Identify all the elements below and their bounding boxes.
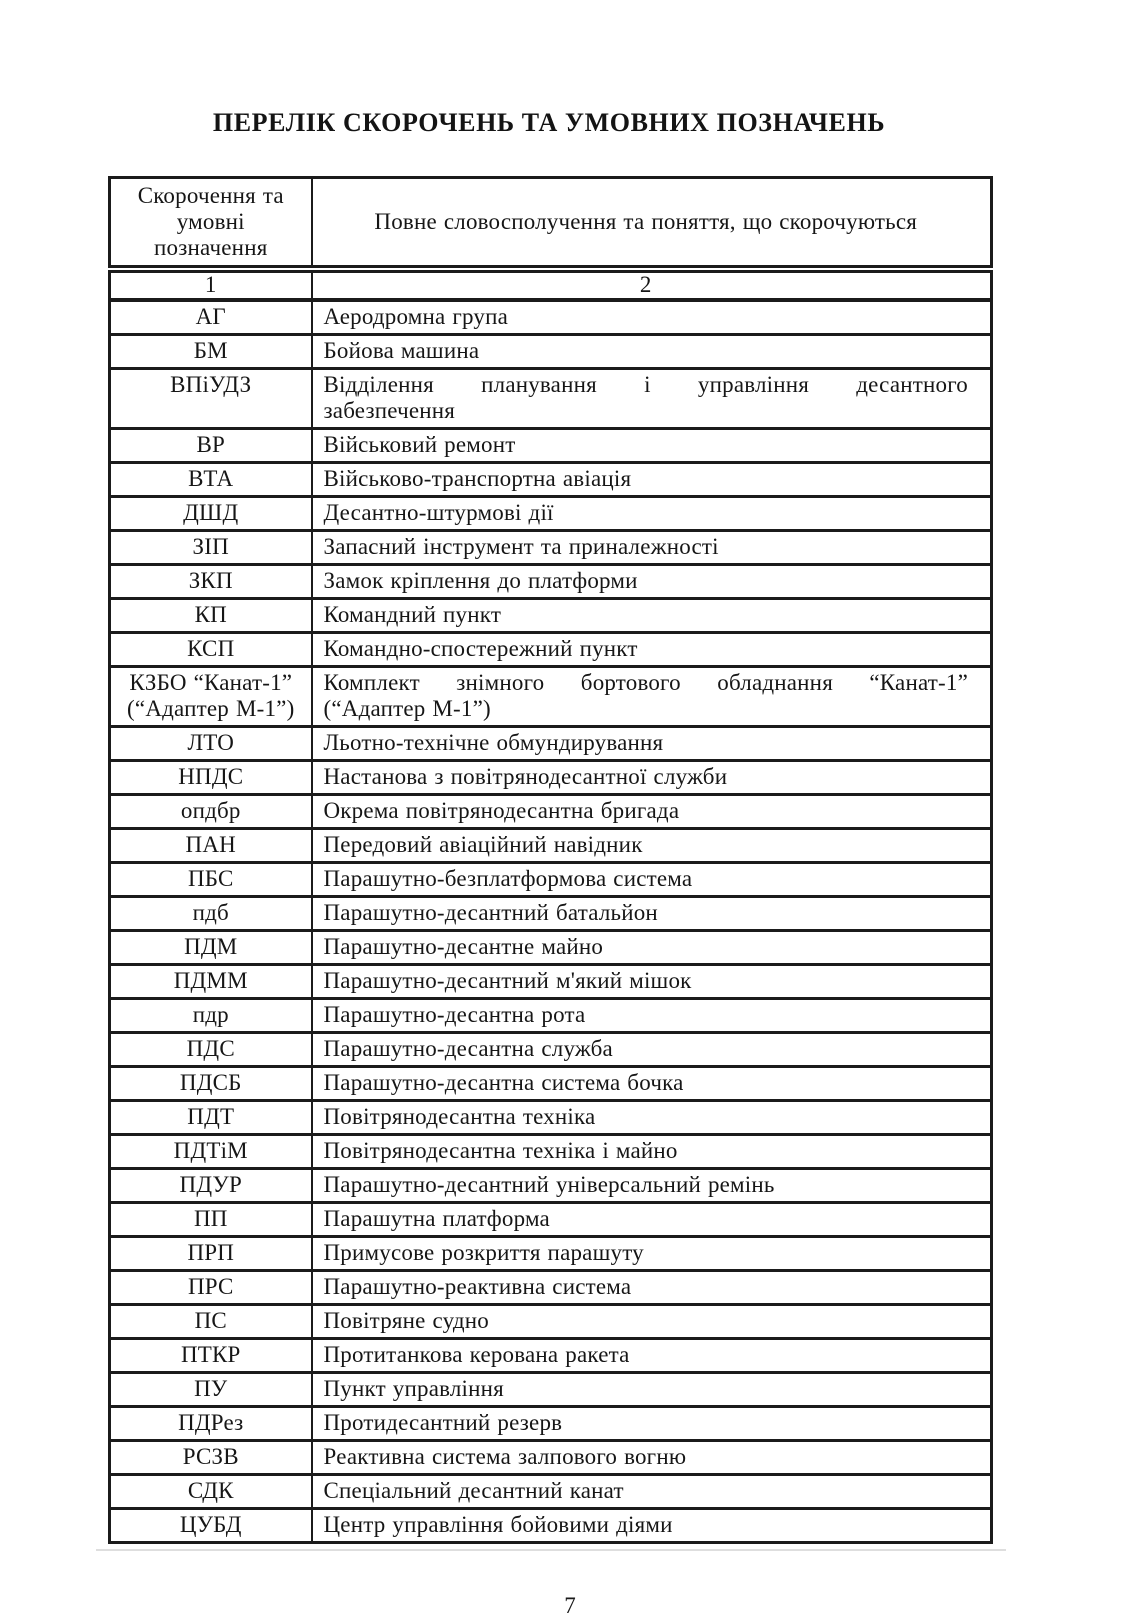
abbr-cell-line: (“Адаптер М-1”): [127, 696, 295, 721]
table-row: [110, 829, 992, 863]
full-cell: Парашутно-десантна рота: [312, 999, 992, 1033]
table-row: [110, 863, 992, 897]
abbr-cell: ЗКП: [110, 565, 312, 599]
header-abbr-column: [110, 178, 312, 270]
header-abbr-line: позначення: [154, 235, 268, 260]
page-title: ПЕРЕЛІК СКОРОЧЕНЬ ТА УМОВНИХ ПОЗНАЧЕНЬ: [212, 108, 886, 137]
full-cell: Спеціальний десантний канат: [312, 1475, 992, 1509]
table-row: [110, 761, 992, 795]
abbr-cell: ПДРез: [110, 1407, 312, 1441]
header-abbr-line: Скорочення та: [137, 183, 284, 208]
table-row: [110, 463, 992, 497]
abbr-cell: ПДМ: [110, 931, 312, 965]
full-cell: Льотно-технічне обмундирування: [312, 727, 992, 761]
table-row: [110, 795, 992, 829]
abbr-cell: ВР: [110, 429, 312, 463]
full-cell: Замок кріплення до платформи: [312, 565, 992, 599]
abbr-cell: БМ: [110, 335, 312, 369]
full-cell: Парашутна платформа: [312, 1203, 992, 1237]
abbr-cell: КП: [110, 599, 312, 633]
header-abbr-line: умовні: [176, 209, 245, 234]
full-cell: Десантно-штурмові дії: [312, 497, 992, 531]
full-cell: Повітрянодесантна техніка і майно: [312, 1135, 992, 1169]
abbr-cell: ПАН: [110, 829, 312, 863]
abbr-cell: ПРП: [110, 1237, 312, 1271]
table-row: [110, 965, 992, 999]
full-cell: Протитанкова керована ракета: [312, 1339, 992, 1373]
table-row: [110, 1135, 992, 1169]
scan-shadow-line: [96, 1549, 1006, 1551]
header-full-column: Повне словосполучення та поняття, що скорочуються: [312, 178, 992, 270]
abbr-cell: СДК: [110, 1475, 312, 1509]
full-cell: Парашутно-десантний м'який мішок: [312, 965, 992, 999]
table-row: [110, 633, 992, 667]
full-cell: Парашутно-реактивна система: [312, 1271, 992, 1305]
table-row: [110, 999, 992, 1033]
abbr-cell: опдбр: [110, 795, 312, 829]
abbr-cell: РСЗВ: [110, 1441, 312, 1475]
full-cell: [312, 667, 992, 727]
table-row: [110, 1305, 992, 1339]
full-cell-line: забезпечення: [323, 398, 456, 423]
full-cell: Реактивна система залпового вогню: [312, 1441, 992, 1475]
full-cell: Аеродромна група: [312, 300, 992, 335]
full-cell-line: Відділення планування і управління десантного: [323, 372, 968, 397]
full-cell: Парашутно-безплатформова система: [312, 863, 992, 897]
column-number-row: [110, 269, 992, 300]
abbr-cell: пдр: [110, 999, 312, 1033]
abbr-cell-line: КЗБО “Канат-1”: [129, 670, 293, 695]
table-row: [110, 1271, 992, 1305]
table-row: [110, 1509, 992, 1543]
full-cell: Протидесантний резерв: [312, 1407, 992, 1441]
table-row: [110, 1407, 992, 1441]
abbr-cell: ПБС: [110, 863, 312, 897]
full-cell: Командний пункт: [312, 599, 992, 633]
table-row: [110, 667, 992, 727]
abbr-cell: ПДСБ: [110, 1067, 312, 1101]
table-row: [110, 1339, 992, 1373]
full-cell: Пункт управління: [312, 1373, 992, 1407]
table-body: [110, 300, 992, 1543]
table-row: [110, 1067, 992, 1101]
table-row: [110, 727, 992, 761]
table-row: [110, 429, 992, 463]
full-cell-line: Комплект знімного бортового обладнання “Канат-1”: [323, 670, 968, 695]
abbr-cell: ПП: [110, 1203, 312, 1237]
abbr-cell: ПДТіМ: [110, 1135, 312, 1169]
table-row: [110, 1033, 992, 1067]
table-row: [110, 1373, 992, 1407]
full-cell: Повітряне судно: [312, 1305, 992, 1339]
table-row: [110, 599, 992, 633]
full-cell: Передовий авіаційний навідник: [312, 829, 992, 863]
full-cell: [312, 369, 992, 429]
abbr-cell: АГ: [110, 300, 312, 335]
abbr-cell: ПДММ: [110, 965, 312, 999]
abbr-cell: ДШД: [110, 497, 312, 531]
full-cell: Бойова машина: [312, 335, 992, 369]
table-row: [110, 531, 992, 565]
full-cell: Військовий ремонт: [312, 429, 992, 463]
abbr-cell: КСП: [110, 633, 312, 667]
full-cell: Центр управління бойовими діями: [312, 1509, 992, 1543]
abbr-cell: ЗІП: [110, 531, 312, 565]
table-row: [110, 1101, 992, 1135]
table-row: [110, 565, 992, 599]
table-row: [110, 300, 992, 335]
table-row: [110, 1169, 992, 1203]
abbr-cell: ВТА: [110, 463, 312, 497]
full-cell: Окрема повітрянодесантна бригада: [312, 795, 992, 829]
abbr-cell: ПДТ: [110, 1101, 312, 1135]
abbr-cell: ПС: [110, 1305, 312, 1339]
table-row: [110, 1237, 992, 1271]
abbr-cell: НПДС: [110, 761, 312, 795]
abbr-cell: ПДУР: [110, 1169, 312, 1203]
table-row: [110, 1203, 992, 1237]
abbr-cell: ПТКР: [110, 1339, 312, 1373]
abbr-cell: ЦУБД: [110, 1509, 312, 1543]
document-page: [108, 0, 990, 1619]
abbr-cell: ЛТО: [110, 727, 312, 761]
abbr-cell: пдб: [110, 897, 312, 931]
table-row: [110, 931, 992, 965]
abbr-cell: [110, 667, 312, 727]
full-cell: Командно-спостережний пункт: [312, 633, 992, 667]
table-row: [110, 369, 992, 429]
table-header-row: [110, 178, 992, 270]
column-number-cell: 2: [312, 269, 992, 300]
abbreviations-table: [108, 176, 993, 1544]
abbr-cell: ПДС: [110, 1033, 312, 1067]
full-cell: Військово-транспортна авіація: [312, 463, 992, 497]
full-cell: Парашутно-десантне майно: [312, 931, 992, 965]
full-cell: Примусове розкриття парашуту: [312, 1237, 992, 1271]
page-number: 7: [564, 1593, 576, 1618]
full-cell: Запасний інструмент та приналежності: [312, 531, 992, 565]
full-cell: Настанова з повітрянодесантної служби: [312, 761, 992, 795]
full-cell: Парашутно-десантний універсальний ремінь: [312, 1169, 992, 1203]
abbr-cell: ПРС: [110, 1271, 312, 1305]
table-row: [110, 1441, 992, 1475]
table-row: [110, 897, 992, 931]
table-row: [110, 1475, 992, 1509]
table-row: [110, 335, 992, 369]
abbr-cell: ПУ: [110, 1373, 312, 1407]
full-cell: Парашутно-десантна система бочка: [312, 1067, 992, 1101]
full-cell: Парашутно-десантна служба: [312, 1033, 992, 1067]
full-cell-line: (“Адаптер М-1”): [323, 696, 491, 721]
full-cell: Парашутно-десантний батальйон: [312, 897, 992, 931]
column-number-cell: 1: [110, 269, 312, 300]
abbr-cell: ВПіУДЗ: [110, 369, 312, 429]
full-cell: Повітрянодесантна техніка: [312, 1101, 992, 1135]
table-row: [110, 497, 992, 531]
